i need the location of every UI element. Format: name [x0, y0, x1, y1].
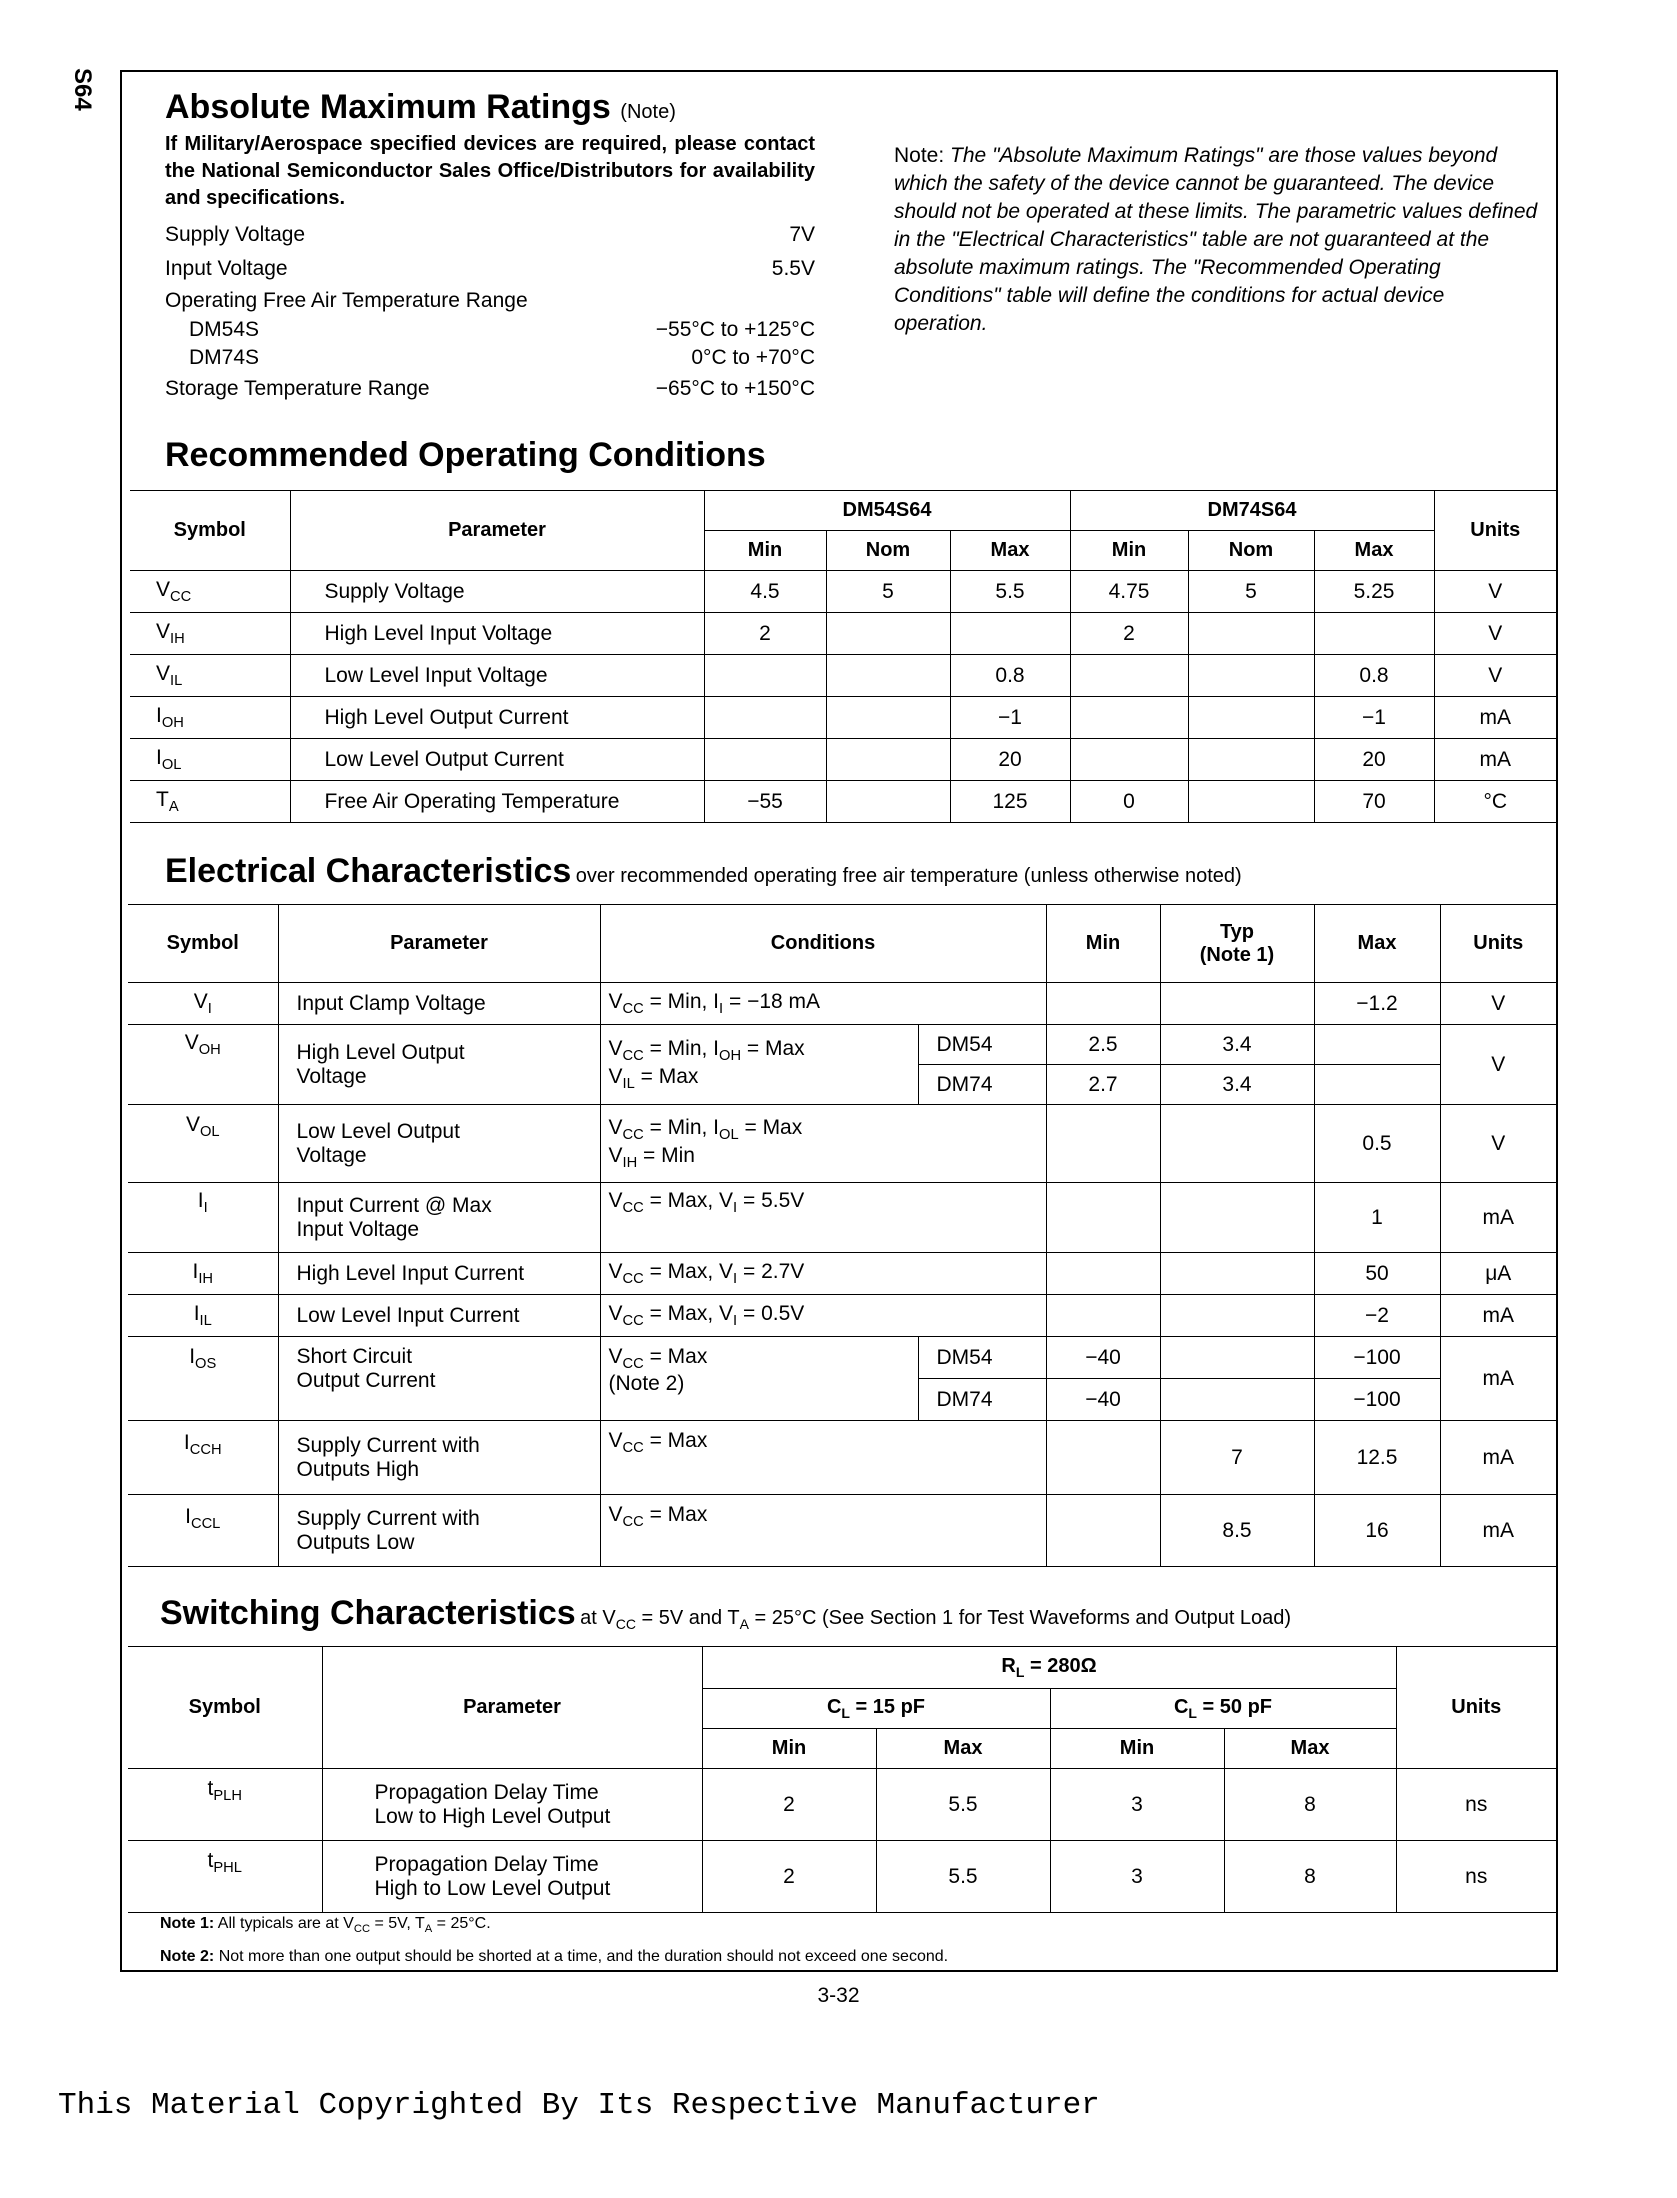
conditions-cell: $V_{CC}$ = Max, $V_I = 0.5V$ — [600, 1295, 1046, 1337]
units-cell: ns — [1396, 1769, 1556, 1841]
abs-max-section — [165, 88, 815, 406]
sw-header-cl50: $C_L = 50$ pF — [1050, 1689, 1396, 1729]
parameter-cell: Supply Voltage — [290, 571, 704, 613]
value-cell: 20 — [1314, 739, 1434, 781]
min-cell: 2.5 — [1046, 1025, 1160, 1065]
value-cell: 4.5 — [704, 571, 826, 613]
device-cell: DM54 — [918, 1337, 1046, 1379]
sw-subtitle: at $V_{CC} = 5V$ and $T_A = 25^\circ C$ (See Section 1 for Test Waveforms and Output Load) — [580, 1607, 1292, 1632]
value-cell: 3 — [1050, 1769, 1224, 1841]
amr-row: DM74S 0°C to +70°C — [189, 346, 815, 369]
roc-header-max: Max — [1314, 531, 1434, 571]
max-cell: 0.5 — [1314, 1105, 1440, 1183]
parameter-cell: High Level Input Current — [278, 1253, 600, 1295]
roc-header-max: Max — [950, 531, 1070, 571]
roc-header-units: Units — [1434, 491, 1556, 571]
symbol-cell: $t_{PHL}$ — [128, 1841, 322, 1913]
symbol-cell: $I_I$ — [128, 1183, 278, 1253]
roc-header-dm54: DM54S64 — [704, 491, 1070, 531]
value-cell: 2 — [704, 613, 826, 655]
value-cell: −1 — [950, 697, 1070, 739]
symbol-cell: $I_{CCL}$ — [128, 1495, 278, 1567]
units-cell: V — [1434, 571, 1556, 613]
value-cell: 0.8 — [1314, 655, 1434, 697]
value-cell: 4.75 — [1070, 571, 1188, 613]
sw-header-cl15: $C_L = 15$ pF — [702, 1689, 1050, 1729]
typ-cell: 7 — [1160, 1421, 1314, 1495]
units-cell: V — [1434, 655, 1556, 697]
value-cell — [1188, 613, 1314, 655]
units-cell: V — [1434, 613, 1556, 655]
symbol-cell: $I_{IH}$ — [128, 1253, 278, 1295]
table-row — [128, 1495, 1556, 1567]
value-cell — [704, 697, 826, 739]
conditions-cell: $V_{CC}$ = Min, $I_I = -18$ mA — [600, 983, 1046, 1025]
side-label: S64 — [69, 68, 96, 111]
roc-header-parameter: Parameter — [290, 491, 704, 571]
parameter-cell: High Level Input Voltage — [290, 613, 704, 655]
parameter-cell: Short Circuit Output Current — [278, 1337, 600, 1421]
device-cell: DM54 — [918, 1025, 1046, 1065]
table-row — [128, 1295, 1556, 1337]
typ-cell: 3.4 — [1160, 1025, 1314, 1065]
roc-header-nom: Nom — [1188, 531, 1314, 571]
roc-title: Recommended Operating Conditions — [165, 436, 766, 474]
sw-header-parameter: Parameter — [322, 1647, 702, 1769]
ec-subtitle: over recommended operating free air temperature (unless otherwise noted) — [575, 865, 1242, 887]
roc-header-symbol: Symbol — [130, 491, 290, 571]
amr-row: Operating Free Air Temperature Range — [165, 289, 528, 312]
table-row — [130, 697, 1556, 739]
conditions-cell: $V_{CC}$ = Max, $V_I = 5.5V$ — [600, 1183, 1046, 1253]
footnote-2: Note 2: Not more than one output should be shorted at a time, and the duration should not exceed one second. — [160, 1948, 949, 1966]
min-cell: 2.7 — [1046, 1065, 1160, 1105]
conditions-cell: $V_{CC}$ = Max — [600, 1495, 1046, 1567]
value-cell — [704, 739, 826, 781]
conditions-cell: $V_{CC}$ = Max (Note 2) — [600, 1337, 918, 1421]
ec-header-typ: Typ (Note 1) — [1160, 905, 1314, 983]
parameter-cell: Input Clamp Voltage — [278, 983, 600, 1025]
max-cell: −100 — [1314, 1337, 1440, 1379]
sw-table — [128, 1646, 1556, 1913]
footnotes — [160, 1910, 948, 1971]
conditions-cell: $V_{CC}$ = Min, $I_{OL}$ = Max $V_{IH}$ = Min — [600, 1105, 1046, 1183]
units-cell: mA — [1440, 1421, 1556, 1495]
ec-title: Electrical Characteristics — [165, 852, 572, 890]
footnote-1: Note 1: All typicals are at $V_{CC} = 5V$, $T_A = 25^\circ C$. — [160, 1915, 491, 1936]
units-cell: mA — [1440, 1183, 1556, 1253]
table-row — [128, 983, 1556, 1025]
value-cell: 20 — [950, 739, 1070, 781]
ec-header-symbol: Symbol — [128, 905, 278, 983]
value-cell: 5 — [1188, 571, 1314, 613]
value-cell — [826, 697, 950, 739]
symbol-cell: $I_{CCH}$ — [128, 1421, 278, 1495]
table-row — [128, 1421, 1556, 1495]
symbol-cell: $t_{PLH}$ — [128, 1769, 322, 1841]
roc-header-nom: Nom — [826, 531, 950, 571]
copyright-notice: This Material Copyrighted By Its Respective Manufacturer — [58, 2088, 1100, 2123]
value-cell — [950, 613, 1070, 655]
symbol-cell: $I_{OL}$ — [130, 739, 290, 781]
units-cell: mA — [1440, 1295, 1556, 1337]
table-row — [128, 1841, 1556, 1913]
table-row — [128, 1253, 1556, 1295]
conditions-cell: $V_{CC}$ = Max — [600, 1421, 1046, 1495]
table-row — [130, 781, 1556, 823]
symbol-cell: $V_I$ — [128, 983, 278, 1025]
value-cell: 5.5 — [876, 1769, 1050, 1841]
table-row — [128, 1105, 1556, 1183]
value-cell — [1188, 739, 1314, 781]
max-cell: −100 — [1314, 1379, 1440, 1421]
ec-header-parameter: Parameter — [278, 905, 600, 983]
symbol-cell: $I_{IL}$ — [128, 1295, 278, 1337]
sw-title-line — [160, 1594, 1291, 1633]
units-cell: mA — [1434, 739, 1556, 781]
parameter-cell: Supply Current with Outputs Low — [278, 1495, 600, 1567]
units-cell: mA — [1434, 697, 1556, 739]
value-cell: 2 — [1070, 613, 1188, 655]
value-cell: −55 — [704, 781, 826, 823]
ec-header-units: Units — [1440, 905, 1556, 983]
parameter-cell: Supply Current with Outputs High — [278, 1421, 600, 1495]
device-cell: DM74 — [918, 1379, 1046, 1421]
military-warning: If Military/Aerospace specified devices are required, please contact the National Semiconductor Sales Office/Distributors for availability and specifications. — [165, 133, 815, 209]
amr-row: Storage Temperature Range −65°C to +150°C — [165, 377, 815, 400]
value-cell — [1188, 697, 1314, 739]
value-cell — [704, 655, 826, 697]
table-row — [130, 613, 1556, 655]
value-cell: 70 — [1314, 781, 1434, 823]
sw-header-max: Max — [1224, 1729, 1396, 1769]
units-cell: mA — [1440, 1337, 1556, 1421]
abs-max-note: Note: The "Absolute Maximum Ratings" are those values beyond which the safety of the device cannot be guaranteed. The device should not be operated at these limits. The parametric values defined in the "Electrical Characteristics" table are not guaranteed at the absolute maximum ratings. The "Recommended Operating Conditions" table will define the conditions for actual device operation. — [894, 144, 1538, 335]
value-cell: 2 — [702, 1841, 876, 1913]
ec-header-max: Max — [1314, 905, 1440, 983]
max-cell: 1 — [1314, 1183, 1440, 1253]
roc-header-min: Min — [1070, 531, 1188, 571]
max-cell: 16 — [1314, 1495, 1440, 1567]
amr-row: DM54S −55°C to +125°C — [189, 318, 815, 341]
sw-header-rl: $R_L = 280\Omega$ — [702, 1647, 1396, 1689]
value-cell — [1314, 613, 1434, 655]
parameter-cell: Low Level Input Voltage — [290, 655, 704, 697]
value-cell — [826, 781, 950, 823]
value-cell: 8 — [1224, 1841, 1396, 1913]
symbol-cell: $V_{OH}$ — [128, 1025, 278, 1105]
value-cell — [1188, 781, 1314, 823]
typ-cell: 3.4 — [1160, 1065, 1314, 1105]
units-cell: V — [1440, 1025, 1556, 1105]
value-cell: 5 — [826, 571, 950, 613]
value-cell: 8 — [1224, 1769, 1396, 1841]
units-cell: V — [1440, 983, 1556, 1025]
units-cell: ns — [1396, 1841, 1556, 1913]
ec-header-conditions: Conditions — [600, 905, 1046, 983]
ec-header-min: Min — [1046, 905, 1160, 983]
amr-row: Input Voltage 5.5V — [165, 257, 815, 280]
sw-header-min: Min — [702, 1729, 876, 1769]
sw-header-symbol: Symbol — [128, 1647, 322, 1769]
units-cell: mA — [1440, 1495, 1556, 1567]
symbol-cell: $T_A$ — [130, 781, 290, 823]
table-row — [128, 1183, 1556, 1253]
value-cell: 0.8 — [950, 655, 1070, 697]
parameter-cell: High Level Output Current — [290, 697, 704, 739]
sw-title: Switching Characteristics — [160, 1594, 576, 1632]
value-cell — [1070, 697, 1188, 739]
value-cell: 125 — [950, 781, 1070, 823]
value-cell — [1188, 655, 1314, 697]
min-cell: −40 — [1046, 1337, 1160, 1379]
max-cell: −2 — [1314, 1295, 1440, 1337]
abs-max-list — [165, 218, 815, 406]
ec-title-line — [165, 852, 1242, 891]
symbol-cell: $V_{OL}$ — [128, 1105, 278, 1183]
value-cell: −1 — [1314, 697, 1434, 739]
conditions-cell: $V_{CC}$ = Min, $I_{OH}$ = Max $V_{IL}$ = Max — [600, 1025, 918, 1105]
units-cell: °C — [1434, 781, 1556, 823]
value-cell: 0 — [1070, 781, 1188, 823]
symbol-cell: $V_{IL}$ — [130, 655, 290, 697]
amr-row: Supply Voltage 7V — [165, 223, 815, 246]
page-number: 3-32 — [817, 1984, 860, 2007]
value-cell — [1070, 739, 1188, 781]
symbol-cell: $V_{CC}$ — [130, 571, 290, 613]
value-cell: 5.25 — [1314, 571, 1434, 613]
table-row — [130, 739, 1556, 781]
abs-max-title: Absolute Maximum Ratings (Note) — [165, 88, 676, 126]
symbol-cell: $V_{IH}$ — [130, 613, 290, 655]
value-cell — [826, 655, 950, 697]
parameter-cell: Low Level Output Current — [290, 739, 704, 781]
table-row — [128, 1337, 1556, 1379]
ec-table — [128, 904, 1556, 1567]
value-cell: 3 — [1050, 1841, 1224, 1913]
value-cell: 5.5 — [876, 1841, 1050, 1913]
parameter-cell: Low Level Output Voltage — [278, 1105, 600, 1183]
typ-cell: 8.5 — [1160, 1495, 1314, 1567]
parameter-cell: Free Air Operating Temperature — [290, 781, 704, 823]
units-cell: V — [1440, 1105, 1556, 1183]
conditions-cell: $V_{CC}$ = Max, $V_I = 2.7V$ — [600, 1253, 1046, 1295]
parameter-cell: High Level Output Voltage — [278, 1025, 600, 1105]
table-row — [130, 571, 1556, 613]
value-cell — [1070, 655, 1188, 697]
sw-header-min: Min — [1050, 1729, 1224, 1769]
units-cell: μA — [1440, 1253, 1556, 1295]
table-row — [128, 1769, 1556, 1841]
max-cell: −1.2 — [1314, 983, 1440, 1025]
max-cell: 50 — [1314, 1253, 1440, 1295]
table-row — [128, 1025, 1556, 1065]
roc-table — [130, 490, 1556, 823]
min-cell: −40 — [1046, 1379, 1160, 1421]
parameter-cell: Propagation Delay Time High to Low Level Output — [322, 1841, 702, 1913]
parameter-cell: Propagation Delay Time Low to High Level Output — [322, 1769, 702, 1841]
value-cell — [826, 739, 950, 781]
table-row — [130, 655, 1556, 697]
value-cell — [826, 613, 950, 655]
roc-header-min: Min — [704, 531, 826, 571]
symbol-cell: $I_{OH}$ — [130, 697, 290, 739]
roc-header-dm74: DM74S64 — [1070, 491, 1434, 531]
sw-header-units: Units — [1396, 1647, 1556, 1769]
parameter-cell: Input Current @ Max Input Voltage — [278, 1183, 600, 1253]
max-cell: 12.5 — [1314, 1421, 1440, 1495]
value-cell: 2 — [702, 1769, 876, 1841]
parameter-cell: Low Level Input Current — [278, 1295, 600, 1337]
value-cell: 5.5 — [950, 571, 1070, 613]
device-cell: DM74 — [918, 1065, 1046, 1105]
sw-header-max: Max — [876, 1729, 1050, 1769]
symbol-cell: $I_{OS}$ — [128, 1337, 278, 1421]
